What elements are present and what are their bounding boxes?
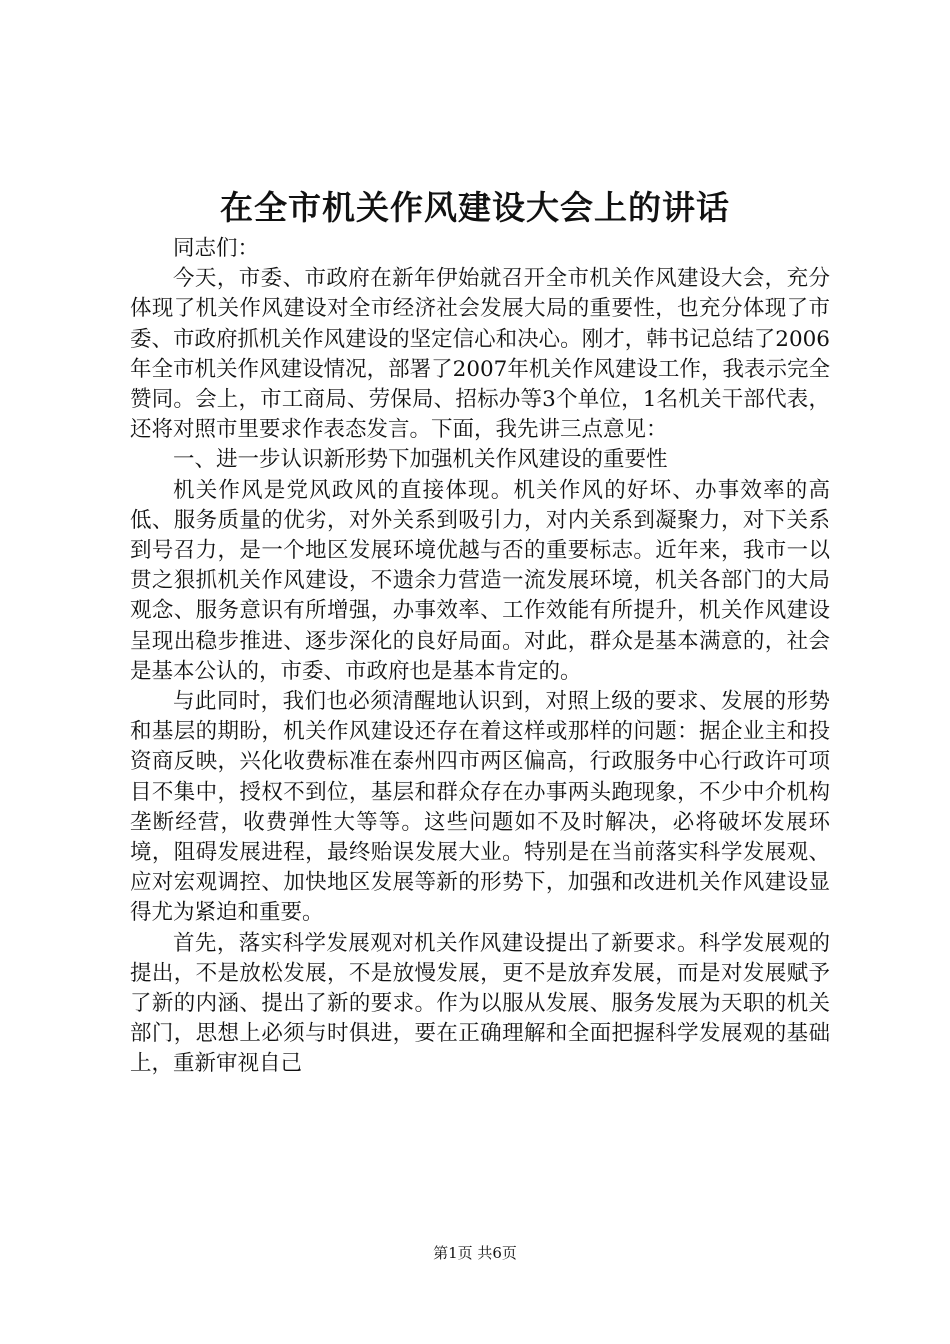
- section-heading-1: 一、进一步认识新形势下加强机关作风建设的重要性: [173, 447, 668, 473]
- paragraph-intro: 今天，市委、市政府在新年伊始就召开全市机关作风建设大会，充分体现了机关作风建设对全市经济社会发展大局的重要性，也充分体现了市委、市政府抓机关作风建设的坚定信心和决心。刚才，韩书记总结了2006年全市机关作风建设情况，部署了2007年机关作风建设工作，我表示完全赞同。会上，市工商局、劳保局、招标办等3个单位，1名机关干部代表，还将对照市里要求作表态发言。下面，我先讲三点意见：: [130, 266, 830, 443]
- paragraph-body: 首先，落实科学发展观对机关作风建设提出了新要求。科学发展观的提出，不是放松发展，不是放慢发展，更不是放弃发展，而是对发展赋予了新的内涵、提出了新的要求。作为以服从发展、服务发展为天职的机关部门，思想上必须与时俱进，要在正确理解和全面把握科学发展观的基础上，重新审视自己: [130, 930, 830, 1077]
- document-title: 在全市机关作风建设大会上的讲话: [220, 188, 730, 227]
- page-number-footer: 第1页 共6页: [433, 1244, 517, 1262]
- paragraph-salutation: 同志们：: [173, 236, 260, 261]
- paragraph-body: 机关作风是党风政风的直接体现。机关作风的好坏、办事效率的高低、服务质量的优劣，对外关系到吸引力，对内关系到凝聚力，对下关系到号召力，是一个地区发展环境优越与否的重要标志。近年来，我市一以贯之狠抓机关作风建设，不遗余力营造一流发展环境，机关各部门的大局观念、服务意识有所增强，办事效率、工作效能有所提升，机关作风建设呈现出稳步推进、逐步深化的良好局面。对此，群众是基本满意的，社会是基本公认的，市委、市政府也是基本肯定的。: [130, 477, 830, 684]
- paragraph-body: 与此同时，我们也必须清醒地认识到，对照上级的要求、发展的形势和基层的期盼，机关作风建设还存在着这样或那样的问题：据企业主和投资商反映，兴化收费标准在泰州四市两区偏高，行政服务中心行政许可项目不集中，授权不到位，基层和群众存在办事两头跑现象，不少中介机构垄断经营，收费弹性大等等。这些问题如不及时解决，必将破坏发展环境，阻碍发展进程，最终贻误发展大业。特别是在当前落实科学发展观、应对宏观调控、加快地区发展等新的形势下，加强和改进机关作风建设显得尤为紧迫和重要。: [130, 689, 830, 926]
- document-body: [130, 234, 830, 1080]
